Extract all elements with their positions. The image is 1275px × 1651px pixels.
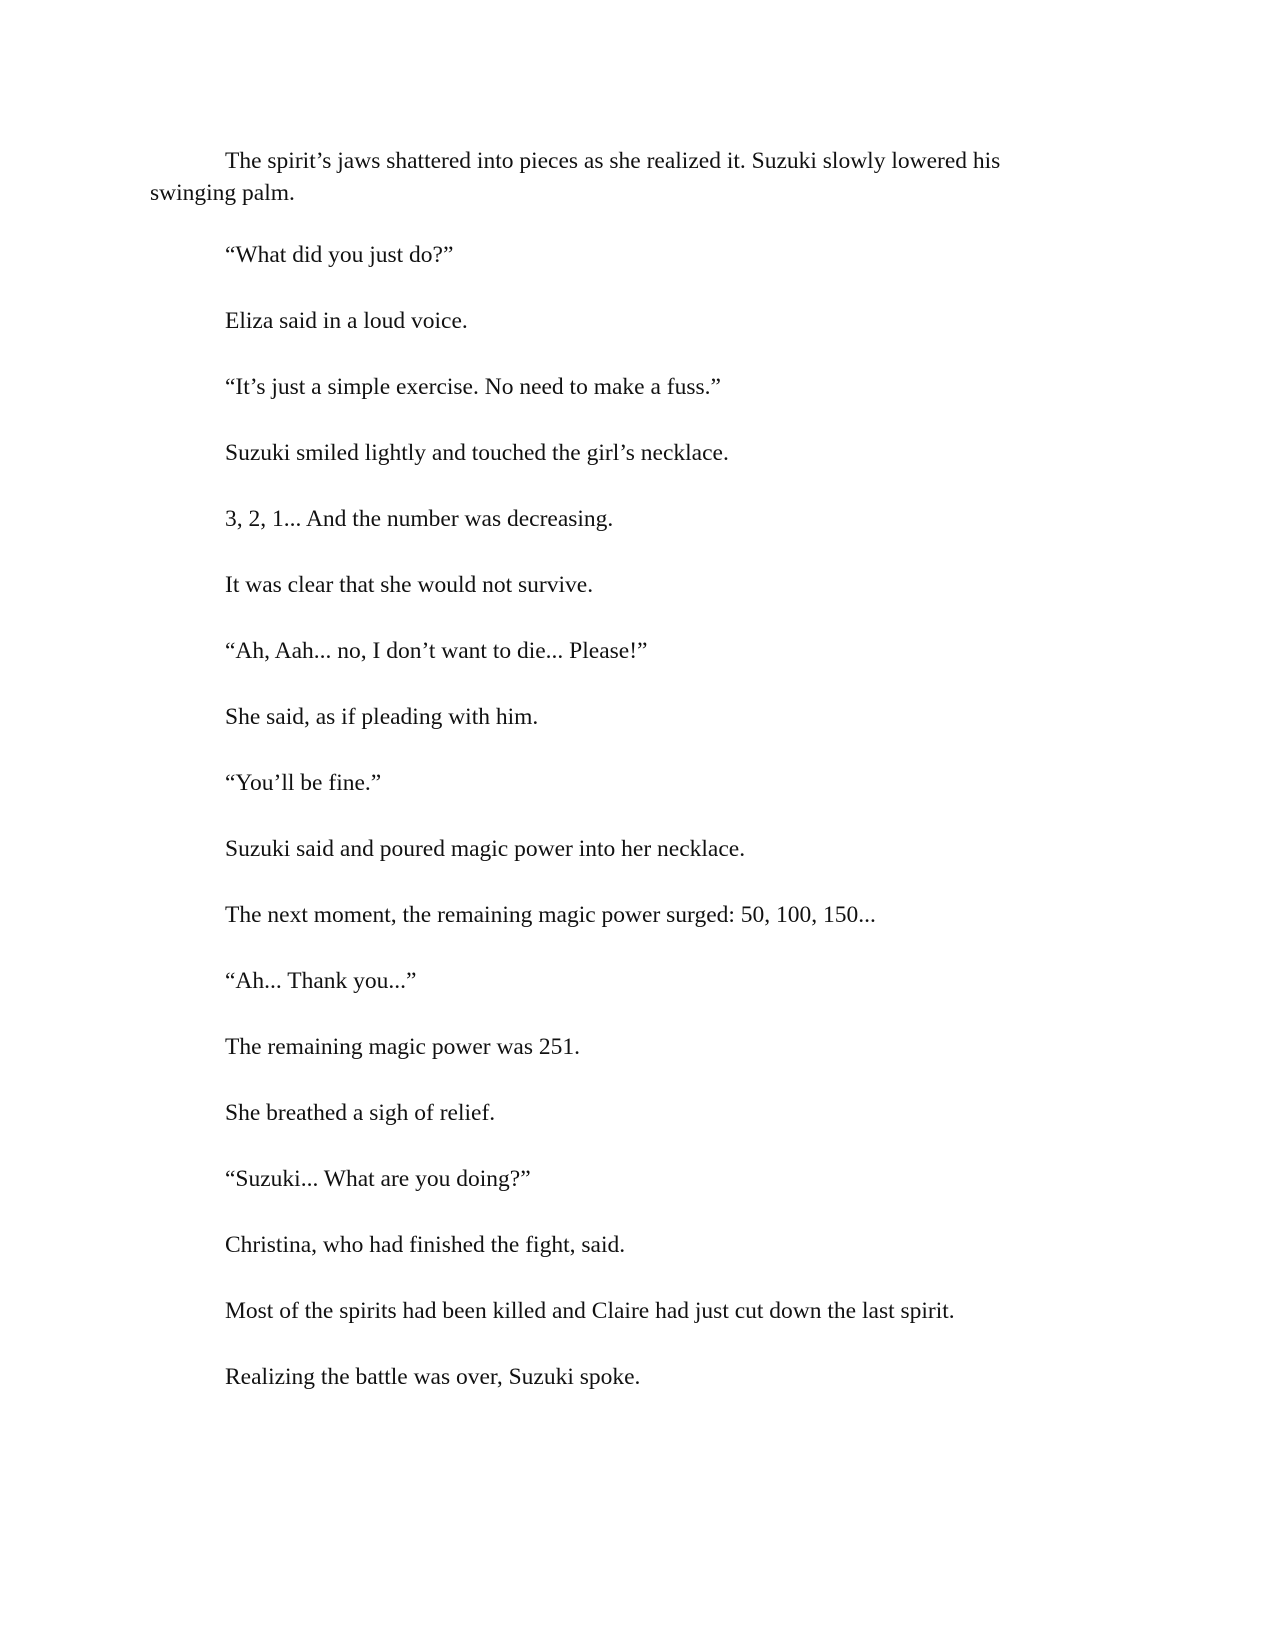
paragraph: “Ah... Thank you...” [225,968,417,994]
paragraph: The spirit’s jaws shattered into pieces as she realized it. Suzuki slowly lowered his swinging palm. [150,148,1001,206]
paragraph: Most of the spirits had been killed and Claire had just cut down the last spirit. [225,1298,955,1324]
paragraph: The next moment, the remaining magic power surged: 50, 100, 150... [225,902,876,928]
paragraph: Christina, who had finished the fight, said. [225,1232,626,1258]
paragraph: She breathed a sigh of relief. [225,1100,496,1126]
paragraph: “You’ll be fine.” [225,770,382,796]
paragraph: Eliza said in a loud voice. [225,308,468,334]
paragraph: Realizing the battle was over, Suzuki spoke. [225,1364,641,1390]
paragraph: “Ah, Aah... no, I don’t want to die... Please!” [225,638,648,664]
paragraph: She said, as if pleading with him. [225,704,539,730]
paragraph: “What did you just do?” [225,242,454,268]
paragraph: “Suzuki... What are you doing?” [225,1166,531,1192]
document-body [150,145,1050,1427]
paragraph: 3, 2, 1... And the number was decreasing. [225,506,614,532]
paragraph: “It’s just a simple exercise. No need to make a fuss.” [225,374,721,400]
paragraph: Suzuki smiled lightly and touched the girl’s necklace. [225,440,729,466]
paragraph: Suzuki said and poured magic power into her necklace. [225,836,746,862]
paragraph: The remaining magic power was 251. [225,1034,581,1060]
paragraph: It was clear that she would not survive. [225,572,594,598]
